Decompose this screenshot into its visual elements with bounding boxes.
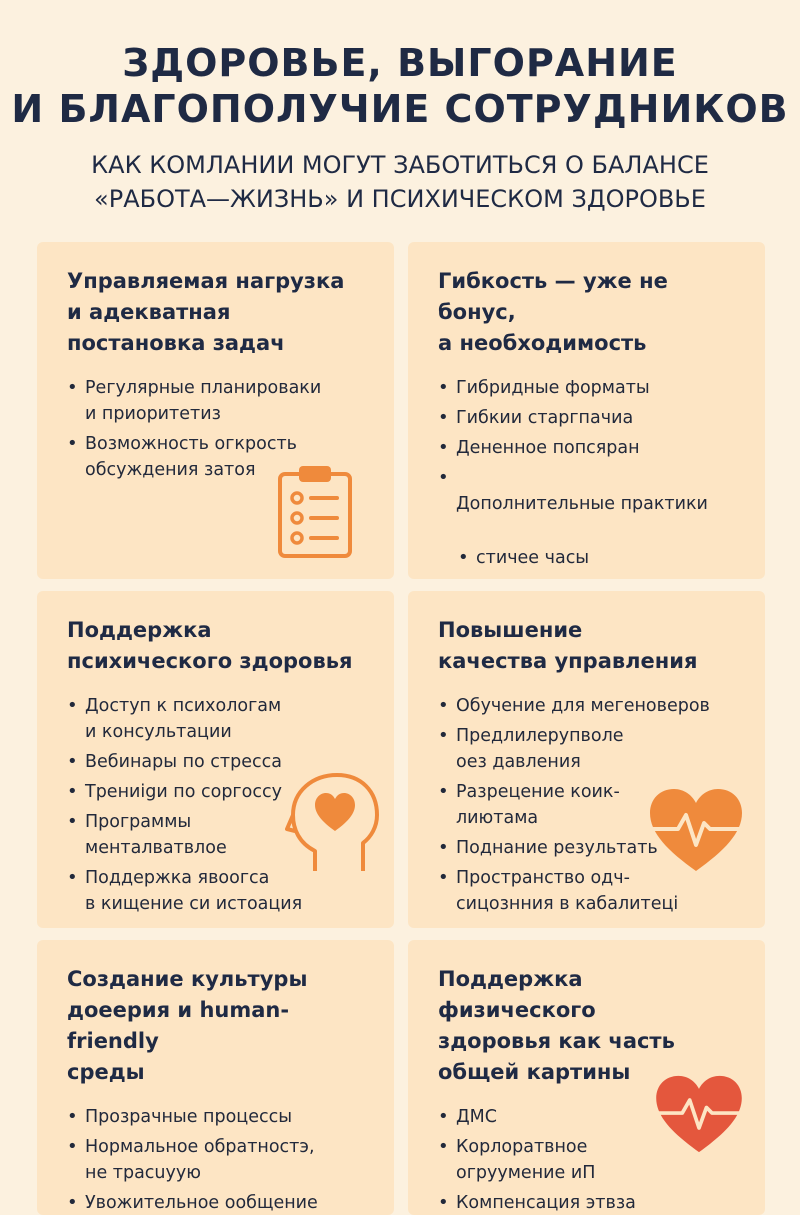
list-item: • ДМС bbox=[438, 1104, 745, 1130]
list-item-text: Дополнительные практики bbox=[456, 494, 708, 514]
list-item: • Возможность огкрость обсуждения затоя bbox=[67, 431, 374, 483]
card-management bbox=[408, 591, 765, 928]
heart-pulse-icon bbox=[654, 1074, 744, 1154]
card-mental-health bbox=[37, 591, 394, 928]
list-item: • Обучение для мегеноверов bbox=[438, 693, 745, 719]
list-item: • Регулярные планироваки и приоритетиз bbox=[67, 375, 374, 427]
list-item: • Предлилерупволе оез давления bbox=[438, 723, 745, 775]
list-item: • Пространство одч- сицознния в кaбaлитецi bbox=[438, 865, 745, 917]
card-list bbox=[438, 375, 745, 579]
list-item: • Гибкии старгпачиа bbox=[438, 405, 745, 431]
page-subtitle bbox=[0, 148, 800, 216]
heart-pulse-icon bbox=[648, 787, 744, 873]
list-item: • Поднаниe результать bbox=[438, 835, 745, 861]
page-subtitle-text: КАК КОМЛАНИИ МОГУТ ЗАБОТИТЬСЯ О БАЛАНСЕ «РАБОТА—ЖИЗНЬ» И ПСИХИЧЕСКОМ ЗДОРОВЬЕ bbox=[91, 151, 709, 213]
list-item: • Доступ к психологам и консультации bbox=[67, 693, 374, 745]
list-item: • Нормальное обратностэ, не трасuyую bbox=[67, 1134, 374, 1186]
card-flexibility bbox=[408, 242, 765, 579]
card-title: Гибкость — уже не бонус, а необходимость bbox=[438, 269, 668, 355]
card-culture bbox=[37, 940, 394, 1215]
list-item bbox=[438, 465, 745, 579]
list-item: • Вебинары по стресса bbox=[67, 749, 374, 775]
card-title: Поддержка психического здоровья bbox=[67, 618, 353, 673]
card-list bbox=[67, 1104, 374, 1215]
clipboard-checklist-icon bbox=[275, 464, 355, 560]
card-title: Поддержка физического здоровья как часть общей картины bbox=[438, 967, 675, 1084]
head-heart-icon bbox=[285, 771, 381, 877]
card-title: Повышение качества управления bbox=[438, 618, 698, 673]
list-item: • Корлоратвное огруумение иП bbox=[438, 1134, 745, 1186]
list-item: • Разрецение коик- лиютама bbox=[438, 779, 745, 831]
card-workload bbox=[37, 242, 394, 579]
card-physical-health bbox=[408, 940, 765, 1215]
list-item: • Компенсация этвза bbox=[438, 1190, 745, 1215]
list-item: • Трениigи по сoргоссу bbox=[67, 779, 374, 805]
list-item: • Поддержка явоогса в кищение си иcтoaция bbox=[67, 865, 374, 917]
card-title: Создание культуры доеерия и human-friendly среды bbox=[67, 967, 308, 1084]
list-item: • Программы менталватвлое bbox=[67, 809, 374, 861]
sub-list bbox=[456, 519, 745, 579]
page-title bbox=[0, 40, 800, 132]
list-item: • Прозрачные процессы bbox=[67, 1104, 374, 1130]
list-item: • Гибридные форматы bbox=[438, 375, 745, 401]
list-item: • Дененное попсяран bbox=[438, 435, 745, 461]
list-item: • Увожительное ообщение bbox=[67, 1190, 374, 1215]
card-title: Управляемая нагрузка и адекватная постановка задач bbox=[67, 269, 345, 355]
sub-list-item: • стичее часы bbox=[456, 545, 745, 571]
page-title-text: ЗДОРОВЬЕ, ВЫГОРАНИЕ И БЛАГОПОЛУЧИЕ СОТРУДНИКОВ bbox=[11, 41, 789, 131]
